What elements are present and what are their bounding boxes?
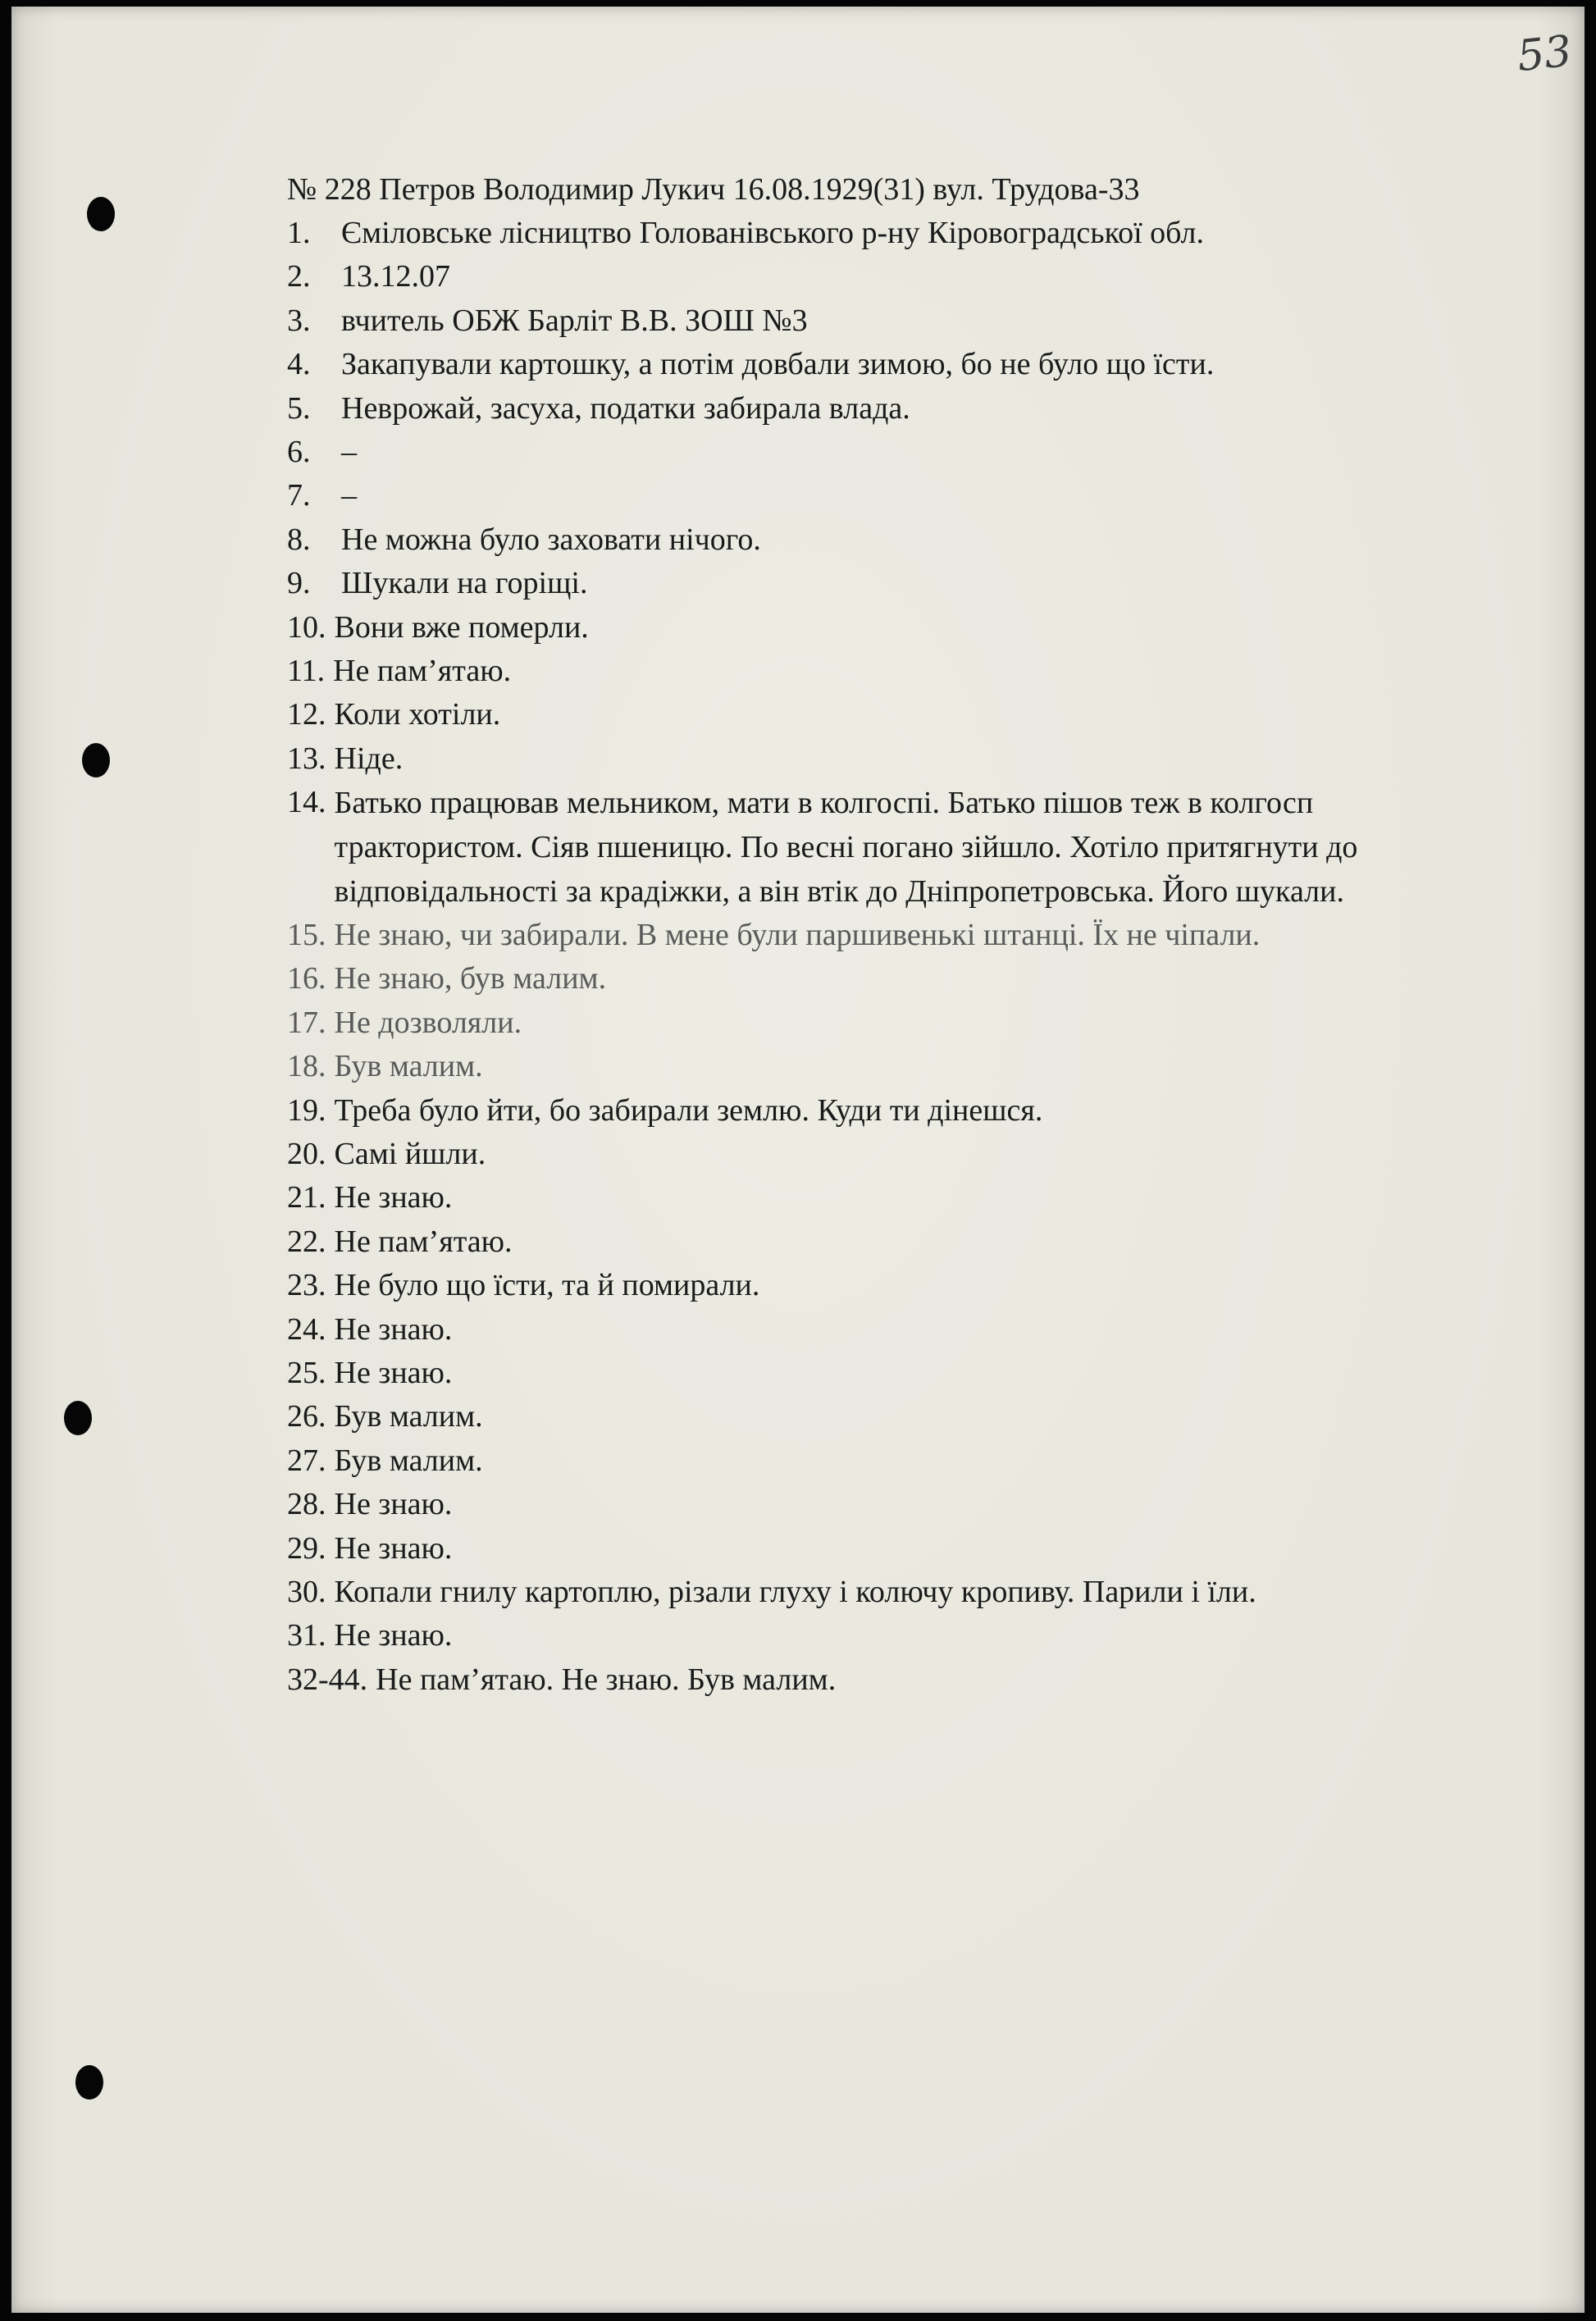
- answer-number: 5.: [287, 390, 311, 426]
- answer-number: 6.: [287, 434, 311, 469]
- punch-hole-icon: [82, 743, 110, 777]
- answer-text: Не знаю.: [334, 1355, 453, 1390]
- answer-text: Був малим.: [334, 1443, 483, 1478]
- answer-text: Закапували картошку, а потім довбали зимою, бо не було що їсти.: [341, 347, 1215, 382]
- answer-row: [287, 255, 1501, 299]
- answer-number: 31.: [287, 1618, 326, 1653]
- answer-number: 7.: [287, 478, 311, 513]
- answer-text: Неврожай, засуха, податки забирала влада.: [341, 390, 910, 426]
- answer-number: 19.: [287, 1092, 326, 1128]
- answer-row: [287, 562, 1501, 605]
- answer-row: [287, 1001, 1501, 1045]
- answer-number: 2.: [287, 259, 311, 294]
- answer-row: [287, 212, 1501, 255]
- answer-text: Не пам’ятаю. Не знаю. Був малим.: [376, 1662, 837, 1697]
- answer-row: [287, 431, 1501, 474]
- answer-text: Не можна було заховати нічого.: [341, 522, 761, 557]
- answer-number: 32-44.: [287, 1662, 368, 1697]
- answer-number: 9.: [287, 566, 311, 601]
- answer-number: 30.: [287, 1574, 326, 1609]
- page-number: 53: [1515, 26, 1575, 82]
- answer-number: 1.: [287, 216, 311, 250]
- answer-number: 17.: [287, 1005, 326, 1040]
- answer-number: 21.: [287, 1180, 326, 1215]
- answer-row: [287, 606, 1501, 650]
- answer-text: Ніде.: [334, 741, 404, 776]
- answer-text: Треба було йти, бо забирали землю. Куди ти дінешся.: [334, 1092, 1043, 1128]
- answer-row: [287, 343, 1501, 386]
- answer-row: [287, 387, 1501, 431]
- answer-row: [287, 1658, 1501, 1702]
- answer-text: вчитель ОБЖ Барліт В.В. ЗОШ №3: [341, 303, 808, 338]
- answer-row: [287, 1439, 1501, 1483]
- answer-text: Копали гнилу картоплю, різали глуху і колючу кропиву. Парили і їли.: [334, 1574, 1256, 1609]
- answer-number: 24.: [287, 1311, 326, 1347]
- punch-hole-icon: [87, 197, 115, 231]
- answer-text: Не знаю, чи забирали. В мене були паршивенькі штанці. Їх не чіпали.: [334, 918, 1261, 953]
- answer-text: Шукали на горіщі.: [341, 566, 588, 601]
- answer-number: 14.: [287, 785, 326, 820]
- respondent-header: № 228 Петров Володимир Лукич 16.08.1929(31) вул. Трудова-33: [287, 172, 1140, 207]
- punch-hole-icon: [64, 1401, 92, 1435]
- answer-number: 11.: [287, 653, 326, 688]
- answer-number: 23.: [287, 1268, 326, 1303]
- answer-text: Не знаю.: [334, 1180, 453, 1215]
- answer-text: Не знаю.: [334, 1487, 453, 1522]
- answer-number: 22.: [287, 1224, 326, 1259]
- answer-text: Не знаю.: [334, 1530, 453, 1566]
- answer-row: [287, 1571, 1501, 1614]
- answer-text: 13.12.07: [341, 259, 450, 294]
- answer-number: 3.: [287, 303, 311, 338]
- answer-text: Не пам’ятаю.: [333, 653, 512, 688]
- answer-row: [287, 650, 1501, 693]
- answer-number: 8.: [287, 522, 311, 557]
- document-page: [11, 7, 1585, 2313]
- answer-text: Не знаю, був малим.: [334, 961, 607, 996]
- answer-text: Самі йшли.: [334, 1137, 486, 1172]
- answer-number: 10.: [287, 609, 326, 645]
- answer-row: [287, 693, 1501, 736]
- answer-text: Коли хотіли.: [334, 697, 501, 732]
- answer-text: Не пам’ятаю.: [334, 1224, 513, 1259]
- answer-number: 27.: [287, 1443, 326, 1478]
- answer-number: 16.: [287, 961, 326, 996]
- answer-row: [287, 737, 1501, 781]
- answer-number: 28.: [287, 1487, 326, 1522]
- answer-row: [287, 299, 1501, 343]
- answer-row: [287, 1133, 1501, 1176]
- answer-number: 26.: [287, 1399, 326, 1434]
- answer-row: [287, 518, 1501, 562]
- answer-text: Єміловське лісництво Голованівського р-ну Кіровоградської обл.: [341, 216, 1205, 250]
- answer-number: 18.: [287, 1049, 326, 1084]
- answer-number: 12.: [287, 697, 326, 732]
- answer-row: [287, 1264, 1501, 1307]
- answer-number: 29.: [287, 1530, 326, 1566]
- answer-number: 20.: [287, 1137, 326, 1172]
- answer-row: [287, 1220, 1501, 1264]
- questionnaire-answers: [287, 167, 1501, 1702]
- answer-text: Був малим.: [334, 1049, 483, 1084]
- answer-row: [287, 957, 1501, 1001]
- answer-row: [287, 1352, 1501, 1395]
- answer-row: [287, 1483, 1501, 1526]
- answer-row: [287, 914, 1501, 957]
- answer-row: [287, 1308, 1501, 1352]
- answer-number: 4.: [287, 347, 311, 382]
- answer-text: Батько працював мельником, мати в колгоспі. Батько пішов теж в колгосп трактористом. Сіяв пшеницю. По весні погано зійшло. Хотіло притягнути до відповідальності за крадіжки, а він втік до Дніпропетровська. Його шукали.: [334, 786, 1358, 910]
- answer-row: [287, 474, 1501, 518]
- answer-text: Не знаю.: [334, 1311, 453, 1347]
- answer-row: [287, 1176, 1501, 1220]
- answer-row: [287, 1045, 1501, 1088]
- answer-row: [287, 781, 1501, 914]
- answer-row: [287, 1395, 1501, 1439]
- answer-number: 25.: [287, 1355, 326, 1390]
- answer-text: Вони вже померли.: [334, 609, 589, 645]
- answer-text: Не дозволяли.: [334, 1005, 522, 1040]
- punch-hole-icon: [75, 2065, 103, 2100]
- answer-text: –: [341, 478, 357, 513]
- answer-row: [287, 1089, 1501, 1133]
- answer-text: Не було що їсти, та й помирали.: [334, 1268, 760, 1303]
- answer-text: Був малим.: [334, 1399, 483, 1434]
- answer-number: 13.: [287, 741, 326, 776]
- answer-text: –: [341, 434, 357, 469]
- answer-text: Не знаю.: [334, 1618, 453, 1653]
- answer-row: [287, 1614, 1501, 1658]
- answer-number: 15.: [287, 918, 326, 953]
- answer-row: [287, 1527, 1501, 1571]
